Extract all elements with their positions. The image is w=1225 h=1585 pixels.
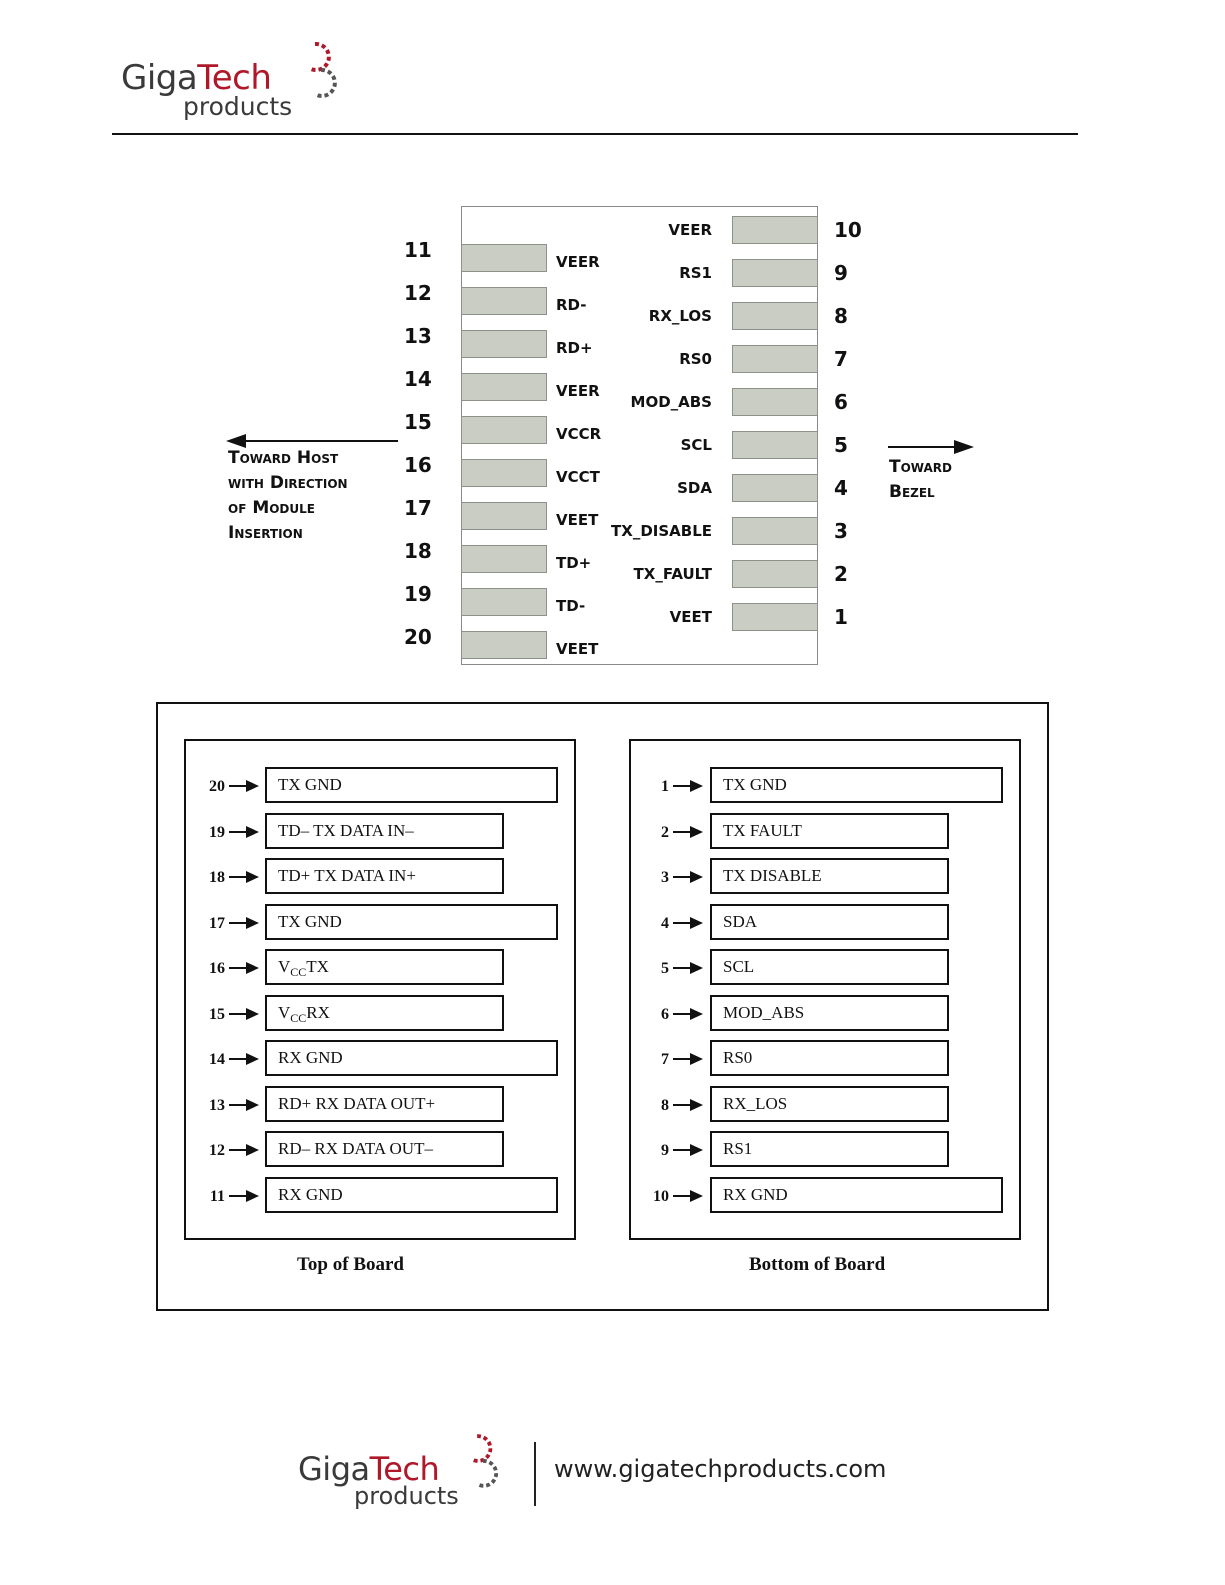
footer-logo-products: products: [354, 1482, 459, 1510]
footer-logo-swirl-icon: [458, 1432, 502, 1490]
pin-signal-16: VCCT: [556, 468, 600, 486]
pin-number-17: 17: [404, 496, 432, 520]
board-pin-label: TX GND: [710, 767, 1003, 803]
pin-arrow-icon: [673, 1190, 703, 1202]
pin-signal-5: SCL: [680, 436, 712, 454]
pin-signal-2: TX_FAULT: [633, 565, 712, 583]
pin-arrow-icon: [673, 1099, 703, 1111]
connector-pad-20: [461, 631, 547, 659]
connector-pad-5: [732, 431, 818, 459]
connector-pad-3: [732, 517, 818, 545]
board-pin-number: 13: [209, 1096, 225, 1114]
pin-number-11: 11: [404, 238, 432, 262]
board-pin-number: 11: [209, 1187, 225, 1205]
pin-signal-14: VEER: [556, 382, 600, 400]
pin-number-4: 4: [834, 476, 848, 500]
pin-number-5: 5: [834, 433, 848, 457]
bottom-of-board-caption: Bottom of Board: [749, 1254, 886, 1275]
board-pin-number: 5: [661, 960, 669, 977]
connector-pad-16: [461, 459, 547, 487]
board-pin-label-suffix: TX: [306, 957, 329, 976]
pin-arrow-icon: [229, 871, 259, 883]
pin-signal-15: VCCR: [556, 425, 602, 443]
pin-arrow-icon: [673, 826, 703, 838]
toward-bezel-arrow-line: [888, 446, 958, 448]
board-pin-label: RX GND: [265, 1177, 558, 1213]
connector-pad-14: [461, 373, 547, 401]
toward-host-line-3: of Module: [228, 498, 315, 518]
pin-signal-7: RS0: [679, 350, 712, 368]
pin-signal-18: TD+: [556, 554, 592, 572]
pin-signal-11: VEER: [556, 253, 600, 271]
pin-arrow-icon: [673, 1144, 703, 1156]
pin-arrow-icon: [673, 1053, 703, 1065]
board-pin-label-suffix: RX: [306, 1002, 330, 1022]
board-pin-number: 19: [209, 823, 225, 841]
pin-arrow-icon: [229, 1053, 259, 1065]
toward-host-line-1: Toward Host: [228, 448, 339, 468]
board-pin-label: RD+ RX DATA OUT+: [265, 1086, 504, 1122]
board-pin-label: [265, 949, 504, 985]
connector-pad-7: [732, 345, 818, 373]
pin-arrow-icon: [229, 1144, 259, 1156]
board-pin-label: TD– TX DATA IN–: [265, 813, 504, 849]
board-pin-number: 2: [661, 823, 669, 841]
board-pin-number: 18: [209, 869, 225, 886]
header-logo: [121, 40, 361, 130]
board-pin-label-sub: CC: [290, 1010, 307, 1025]
connector-pad-2: [732, 560, 818, 588]
pin-number-2: 2: [834, 562, 848, 586]
pin-arrow-icon: [229, 962, 259, 974]
connector-pad-15: [461, 416, 547, 444]
pin-signal-9: RS1: [679, 264, 712, 282]
pin-signal-3: TX_DISABLE: [611, 522, 712, 540]
pin-arrow-icon: [673, 917, 703, 929]
pin-arrow-icon: [229, 1190, 259, 1202]
pin-arrow-icon: [229, 917, 259, 929]
pin-number-15: 15: [404, 410, 432, 434]
board-pin-label: TX FAULT: [710, 813, 949, 849]
connector-pad-1: [732, 603, 818, 631]
board-pin-label: RX GND: [265, 1040, 558, 1076]
board-pin-label: TD+ TX DATA IN+: [265, 858, 504, 894]
toward-host-line-2: with Direction: [228, 473, 348, 493]
pin-arrow-icon: [673, 962, 703, 974]
toward-host-arrow-line: [240, 440, 398, 442]
header-rule: [112, 133, 1078, 135]
connector-pad-17: [461, 502, 547, 530]
board-pin-number: 17: [209, 914, 225, 932]
connector-pad-6: [732, 388, 818, 416]
footer-separator: [534, 1442, 536, 1506]
connector-pad-10: [732, 216, 818, 244]
pin-arrow-icon: [229, 826, 259, 838]
pin-number-14: 14: [404, 367, 432, 391]
board-pin-number: 20: [209, 778, 225, 795]
pin-arrow-icon: [229, 780, 259, 792]
pin-arrow-icon: [229, 1008, 259, 1020]
top-of-board-caption: Top of Board: [297, 1254, 404, 1275]
logo-giga: Giga: [121, 58, 198, 98]
toward-host-line-4: Insertion: [228, 523, 303, 543]
board-pin-label-v: V: [278, 1002, 291, 1022]
pin-number-1: 1: [834, 605, 848, 629]
board-pin-label: [265, 995, 504, 1031]
pin-number-20: 20: [404, 625, 432, 649]
board-pin-label: TX DISABLE: [710, 858, 949, 894]
board-pin-number: 16: [209, 960, 225, 977]
pin-signal-4: SDA: [677, 479, 712, 497]
board-pin-label: TX GND: [265, 767, 558, 803]
toward-host-label: [228, 446, 348, 546]
board-pin-number: 8: [661, 1096, 669, 1114]
pin-number-18: 18: [404, 539, 432, 563]
toward-bezel-label: [889, 455, 952, 505]
board-pin-label-sub: CC: [290, 965, 307, 979]
connector-pad-19: [461, 588, 547, 616]
board-pin-number: 10: [653, 1187, 669, 1205]
footer-logo: [298, 1432, 538, 1522]
pin-number-9: 9: [834, 261, 848, 285]
pin-number-3: 3: [834, 519, 848, 543]
pin-signal-13: RD+: [556, 339, 593, 357]
footer-logo-tech: Tech: [369, 1450, 440, 1488]
connector-pad-4: [732, 474, 818, 502]
connector-pad-13: [461, 330, 547, 358]
board-pin-number: 1: [661, 778, 669, 795]
board-pin-label: RX_LOS: [710, 1086, 949, 1122]
connector-pad-18: [461, 545, 547, 573]
logo-swirl-icon: [295, 40, 341, 100]
board-pin-number: 3: [661, 869, 669, 886]
toward-bezel-line-1: Toward: [889, 457, 952, 477]
board-pin-label: MOD_ABS: [710, 995, 949, 1031]
pin-signal-20: VEET: [556, 640, 599, 658]
board-pin-label: SDA: [710, 904, 949, 940]
logo-tech: Tech: [197, 58, 272, 98]
board-pin-number: 4: [661, 914, 669, 932]
board-pin-label: TX GND: [265, 904, 558, 940]
board-pin-label: RD– RX DATA OUT–: [265, 1131, 504, 1167]
board-pin-number: 12: [209, 1142, 225, 1159]
connector-pad-12: [461, 287, 547, 315]
pin-number-13: 13: [404, 324, 432, 348]
logo-products: products: [183, 92, 293, 121]
pin-signal-6: MOD_ABS: [630, 393, 712, 411]
pin-arrow-icon: [673, 780, 703, 792]
footer-logo-giga: Giga: [298, 1450, 370, 1488]
arrow-right-icon: [954, 440, 974, 454]
pin-number-16: 16: [404, 453, 432, 477]
pin-arrow-icon: [229, 1099, 259, 1111]
pin-arrow-icon: [673, 871, 703, 883]
board-pin-label-v: V: [278, 957, 291, 976]
board-pin-label: SCL: [710, 949, 949, 985]
board-pin-number: 14: [209, 1051, 225, 1068]
pin-signal-10: VEER: [668, 221, 712, 239]
pin-number-12: 12: [404, 281, 432, 305]
board-pin-label: RS1: [710, 1131, 949, 1167]
pin-signal-12: RD-: [556, 296, 587, 314]
pin-arrow-icon: [673, 1008, 703, 1020]
pin-number-8: 8: [834, 304, 848, 328]
board-pin-number: 9: [661, 1142, 669, 1159]
board-pin-label: RS0: [710, 1040, 949, 1076]
pin-number-10: 10: [834, 218, 862, 242]
pin-number-7: 7: [834, 347, 848, 371]
connector-pad-9: [732, 259, 818, 287]
pin-signal-17: VEET: [556, 511, 599, 529]
pin-signal-19: TD-: [556, 597, 586, 615]
board-pin-number: 6: [661, 1005, 669, 1023]
footer-url[interactable]: www.gigatechproducts.com: [554, 1455, 887, 1483]
connector-pad-11: [461, 244, 547, 272]
board-pin-number: 7: [661, 1051, 669, 1068]
pin-signal-8: RX_LOS: [648, 307, 712, 325]
pin-number-6: 6: [834, 390, 848, 414]
board-pin-number: 15: [209, 1005, 225, 1023]
board-pin-label: RX GND: [710, 1177, 1003, 1213]
pin-number-19: 19: [404, 582, 432, 606]
toward-bezel-line-2: Bezel: [889, 482, 935, 502]
pin-signal-1: VEET: [669, 608, 712, 626]
connector-pad-8: [732, 302, 818, 330]
